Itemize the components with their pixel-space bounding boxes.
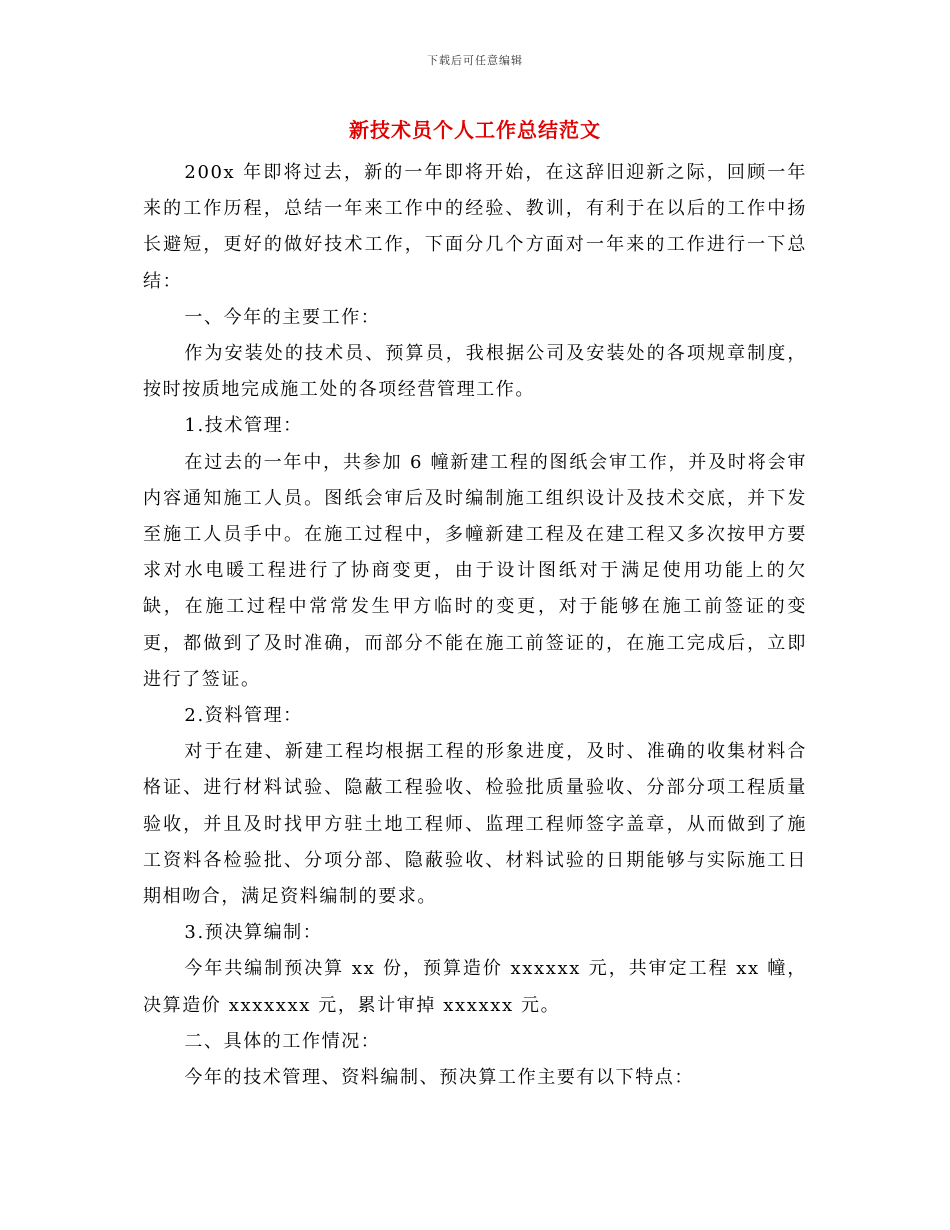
paragraph-role: 作为安装处的技术员、预算员，我根据公司及安装处的各项规章制度，按时按质地完成施工处的各项经营管理工作。 <box>143 343 807 401</box>
paragraph-document-management: 对于在建、新建工程均根据工程的形象进度，及时、准确的收集材料合格证、进行材料试验、隐蔽工程验收、检验批质量验收、分部分项工程质量验收，并且及时找甲方驻土地工程师、监理工程师签字盖章，从而做到了施工资料各检验批、分项分部、隐蔽验收、材料试验的日期能够与实际施工日期相吻合，满足资料编制的要求。 <box>143 741 807 908</box>
section-heading-details: 二、具体的工作情况： <box>184 1030 381 1052</box>
subheading-document-management: 2.资料管理： <box>184 705 303 727</box>
paragraph-budget: 今年共编制预决算 xx 份，预算造价 xxxxxx 元，共审定工程 xx 幢，决算造价 xxxxxxx 元，累计审掉 xxxxxx 元。 <box>143 958 807 1016</box>
document-title: 新技术员个人工作总结范文 <box>349 118 601 142</box>
subheading-tech-management: 1.技术管理： <box>184 415 303 437</box>
paragraph-intro: 200x 年即将过去，新的一年即将开始，在这辞旧迎新之际，回顾一年来的工作历程，总结一年来工作中的经验、教训，有利于在以后的工作中扬长避短，更好的做好技术工作，下面分几个方面对一年来的工作进行一下总结： <box>143 162 807 292</box>
document-body <box>143 155 807 1096</box>
subheading-budget: 3.预决算编制： <box>184 922 323 944</box>
paragraph-features: 今年的技术管理、资料编制、预决算工作主要有以下特点： <box>184 1067 694 1089</box>
page-header-note: 下载后可任意编辑 <box>427 54 523 67</box>
section-heading-main-work: 一、今年的主要工作： <box>184 306 381 328</box>
paragraph-tech-management: 在过去的一年中，共参加 6 幢新建工程的图纸会审工作，并及时将会审内容通知施工人员。图纸会审后及时编制施工组织设计及技术交底，并下发至施工人员手中。在施工过程中，多幢新建工程及在建工程又多次按甲方要求对水电暖工程进行了协商变更，由于设计图纸对于满足使用功能上的欠缺，在施工过程中常常发生甲方临时的变更，对于能够在施工前签证的变更，都做到了及时准确，而部分不能在施工前签证的，在施工完成后，立即进行了签证。 <box>143 451 807 690</box>
